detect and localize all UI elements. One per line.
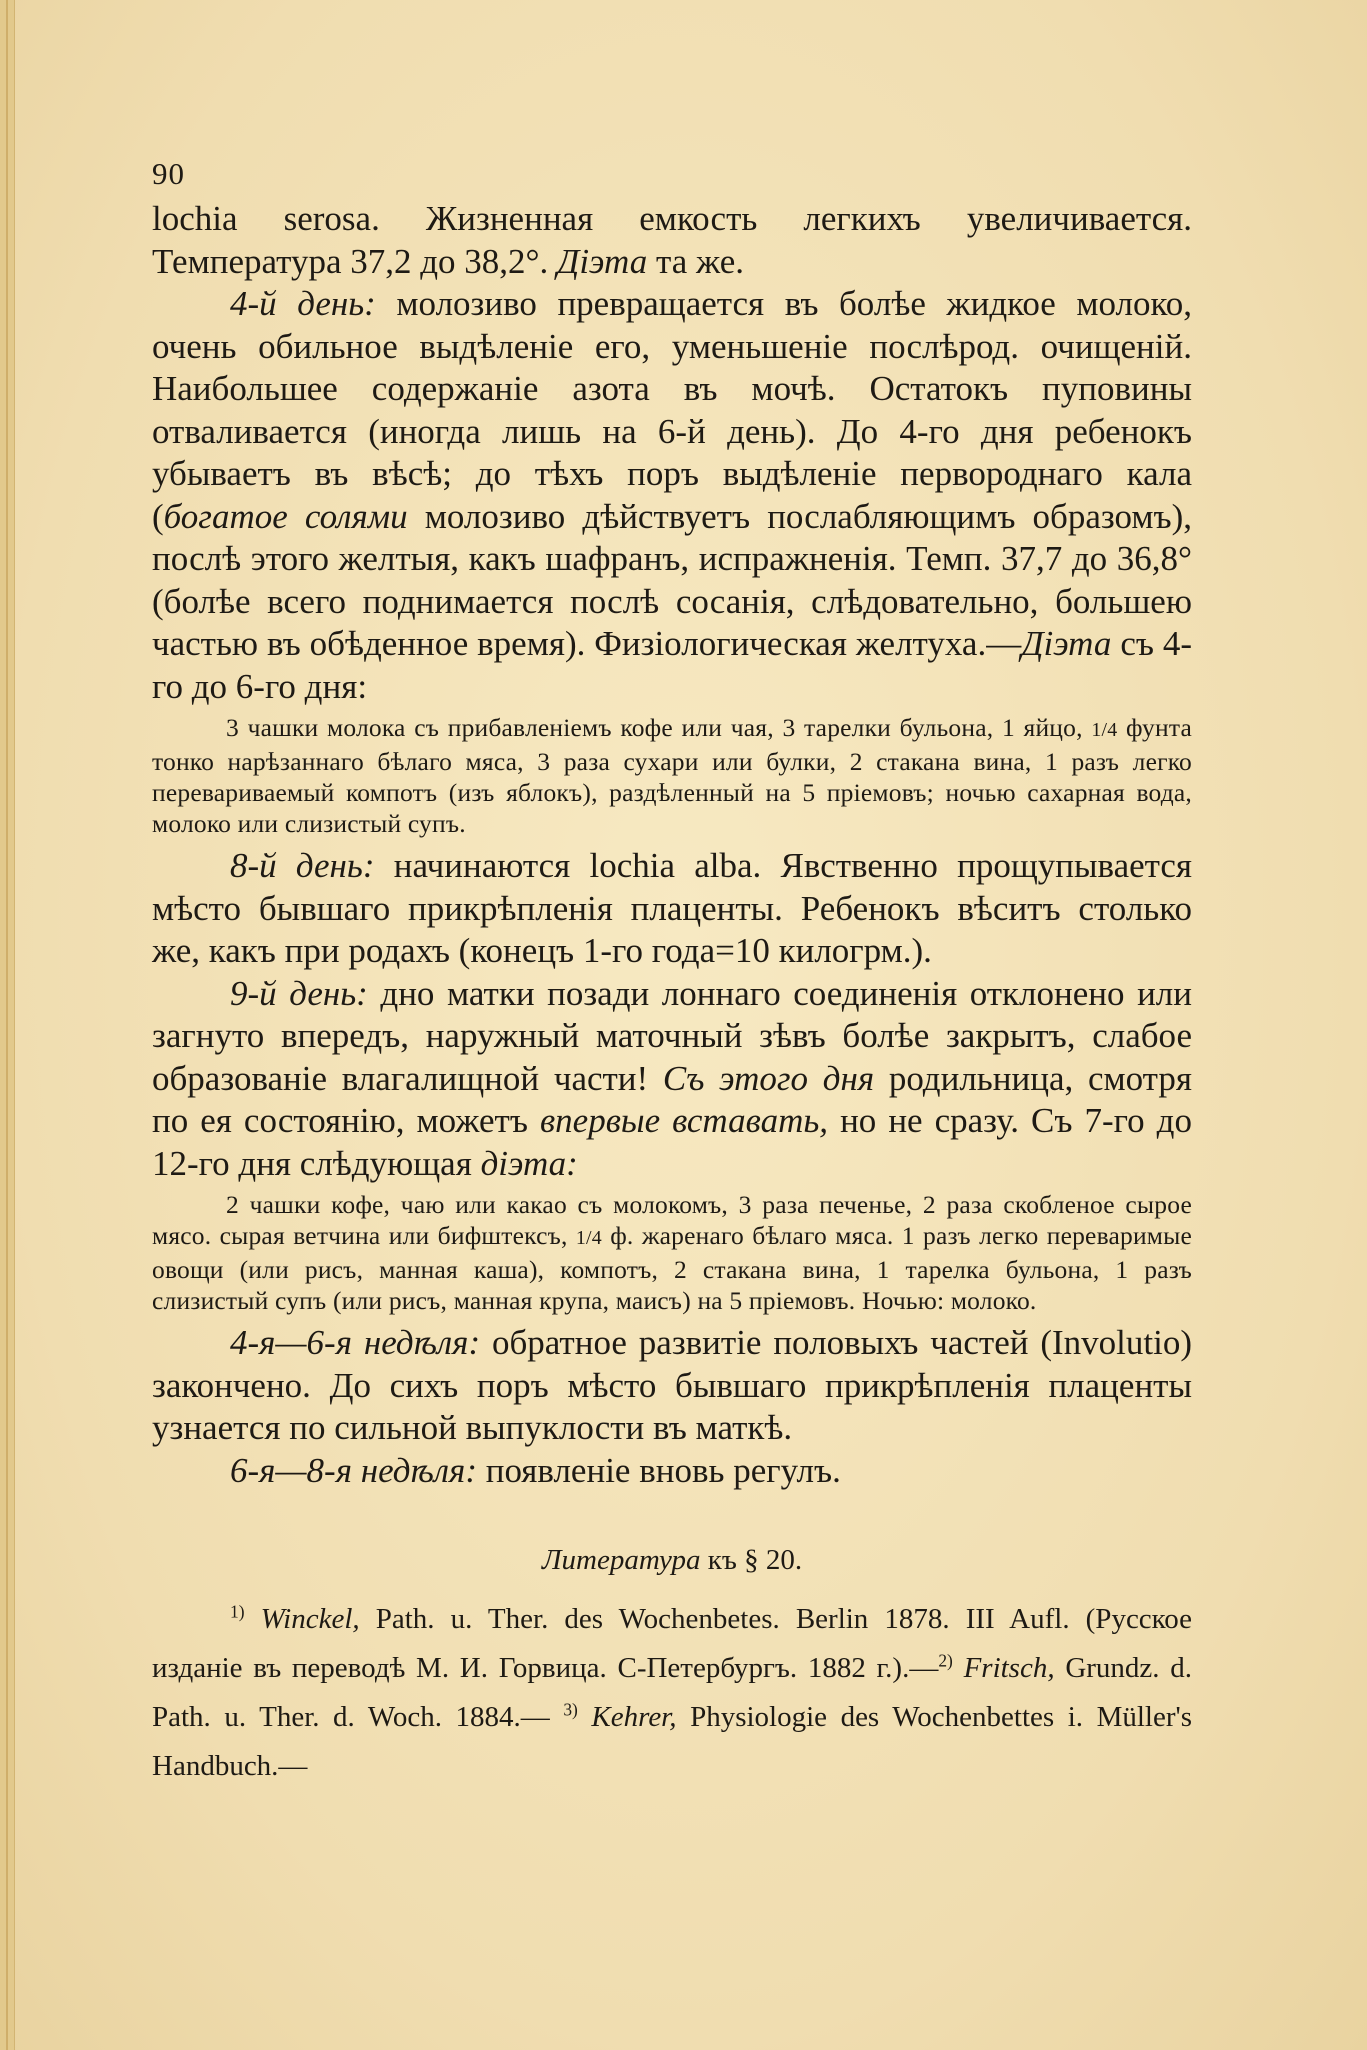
ref1-marker: 1) [230, 1601, 245, 1622]
day4-label: 4-й день: [230, 284, 376, 323]
diet1-text-2: фунта тонко нарѣзаннаго бѣлаго мяса, 3 раза сухари или булки, 2 стакана вина, 1 разъ легко перевариваемый компотъ (изъ яблокъ), раздѣленный на 5 пріемовъ; ночью сахарная вода, молоко или слизистый супъ. [152, 713, 1193, 838]
day9-emphasis-1: Съ этого дня [662, 1058, 875, 1098]
day9-text-3: но не сразу. Съ 7-го до 12-го дня слѣдующая [152, 1101, 1192, 1183]
opening-diet-label: Діэта [557, 241, 648, 281]
day4-text-1: молозиво превращается въ болѣе жидкое молоко, очень обильное выдѣленіе его, уменьшеніе послѣрод. очищеній. Наибольшее содержаніе азота въ мочѣ. Остатокъ пуповины отваливается (иногда лишь на 6-й день). До 4-го дня ребенокъ убываетъ въ вѣсѣ; до тѣхъ поръ выдѣленіе первороднаго кала ( [152, 284, 1192, 536]
diet2-text-2: ф. жаренаго бѣлаго мяса. 1 разъ легко переваримые овощи (или рисъ, манная каша), компотъ, 2 стакана вина, 1 тарелка бульона, 1 разъ слизистый супъ (или рисъ, манная крупа, маисъ) на 5 пріемовъ. Ночью: молоко. [152, 1221, 1192, 1315]
literature-heading [152, 1544, 1192, 1577]
ref3-text: Physiologie des Wochenbettes i. Müller's Handbuch.— [152, 1701, 1193, 1782]
day4-text-2: молозиво дѣйствуетъ послабляющимъ образомъ), послѣ этого желтыя, какъ шафранъ, испражненія. Темп. 37,7 до 36,8° (болѣе всего поднимается послѣ сосанія, слѣдовательно, большею частью въ обѣденное время). Физіологическая желтуха.— [152, 496, 1193, 663]
opening-diet-text: та же. [655, 241, 744, 281]
day9-label: 9-й день: [230, 973, 368, 1013]
day8-paragraph [152, 845, 1192, 973]
week4-6-paragraph [152, 1322, 1192, 1450]
day9-emphasis-2: впервые вставать, [539, 1101, 829, 1140]
opening-text: lochia serosa. Жизненная емкость легкихъ увеличивается. Температура 37,2 до 38,2°. [152, 199, 1192, 281]
ref1-author: Winckel, [260, 1603, 360, 1635]
ref2-author: Fritsch, [963, 1652, 1055, 1684]
ref3-author: Kehrer, [591, 1701, 677, 1733]
ref2-marker: 2) [938, 1650, 953, 1671]
ref1-text: Path. u. Ther. des Wochenbetes. Berlin 1878. III Aufl. (Русское изданіе въ переводѣ М. И. Горвица. С-Петербургъ. 1882 г.).— [152, 1603, 1193, 1684]
literature-heading-rest: къ § 20. [707, 1544, 803, 1576]
diet2-fraction: 1/4 [575, 1227, 602, 1249]
diet1-text-1: 3 чашки молока съ прибавленіемъ кофе или чая, 3 тарелки бульона, 1 яйцо, [226, 713, 1083, 742]
day9-text-1: дно матки позади лоннаго соединенія отклонено или загнуто впередъ, наружный маточный зѣвъ болѣе закрытъ, слабое образованіе влагалищной части! [152, 973, 1192, 1098]
page-content [152, 156, 1192, 1791]
day9-paragraph [152, 973, 1192, 1186]
gutter-line [6, 0, 8, 2050]
week4-6-label: 4-я—6-я недѣля: [230, 1323, 481, 1362]
page-number: 90 [152, 156, 185, 191]
literature-heading-em: Литература [541, 1544, 701, 1576]
week6-8-text: появленіе вновь регулъ. [485, 1450, 841, 1490]
week6-8-paragraph [152, 1450, 1192, 1493]
ref2-text: Grundz. d. Path. u. Ther. d. Woch. 1884.— [152, 1652, 1192, 1733]
day4-text-3: съ 4-го до 6-го дня: [152, 624, 1193, 706]
opening-paragraph [152, 198, 1192, 283]
day8-label: 8-й день: [230, 846, 375, 885]
day9-text-2: родильница, смотря по ея состоянію, можетъ [152, 1058, 1192, 1140]
ref3-marker: 3) [563, 1699, 578, 1720]
day8-text: начинаются lochia alba. Явственно прощупывается мѣсто бывшаго прикрѣпленія плаценты. Ребенокъ вѣситъ столько же, какъ при родахъ (конецъ 1-го года=10 килогрм.). [152, 846, 1193, 970]
literature-references [152, 1595, 1192, 1791]
diet-note-1 [152, 712, 1192, 839]
day4-emphasis-1: богатое солями [163, 496, 408, 536]
day4-emphasis-2: Діэта [1021, 624, 1112, 663]
diet2-text-1: 2 чашки кофе, чаю или какао съ молокомъ, 3 раза печенье, 2 раза скобленое сырое мясо. сырая ветчина или бифштексъ, [152, 1190, 1192, 1250]
week4-6-text: обратное развитіе половыхъ частей (Involutio) закончено. До сихъ поръ мѣсто бывшаго прикрѣпленія плаценты узнается по сильной выпуклости въ маткѣ. [152, 1323, 1192, 1447]
diet-note-2 [152, 1189, 1192, 1316]
day4-paragraph [152, 283, 1192, 708]
day9-emphasis-3: діэта: [480, 1143, 578, 1183]
week6-8-label: 6-я—8-я недѣля: [230, 1450, 477, 1490]
diet1-fraction: 1/4 [1091, 719, 1118, 741]
